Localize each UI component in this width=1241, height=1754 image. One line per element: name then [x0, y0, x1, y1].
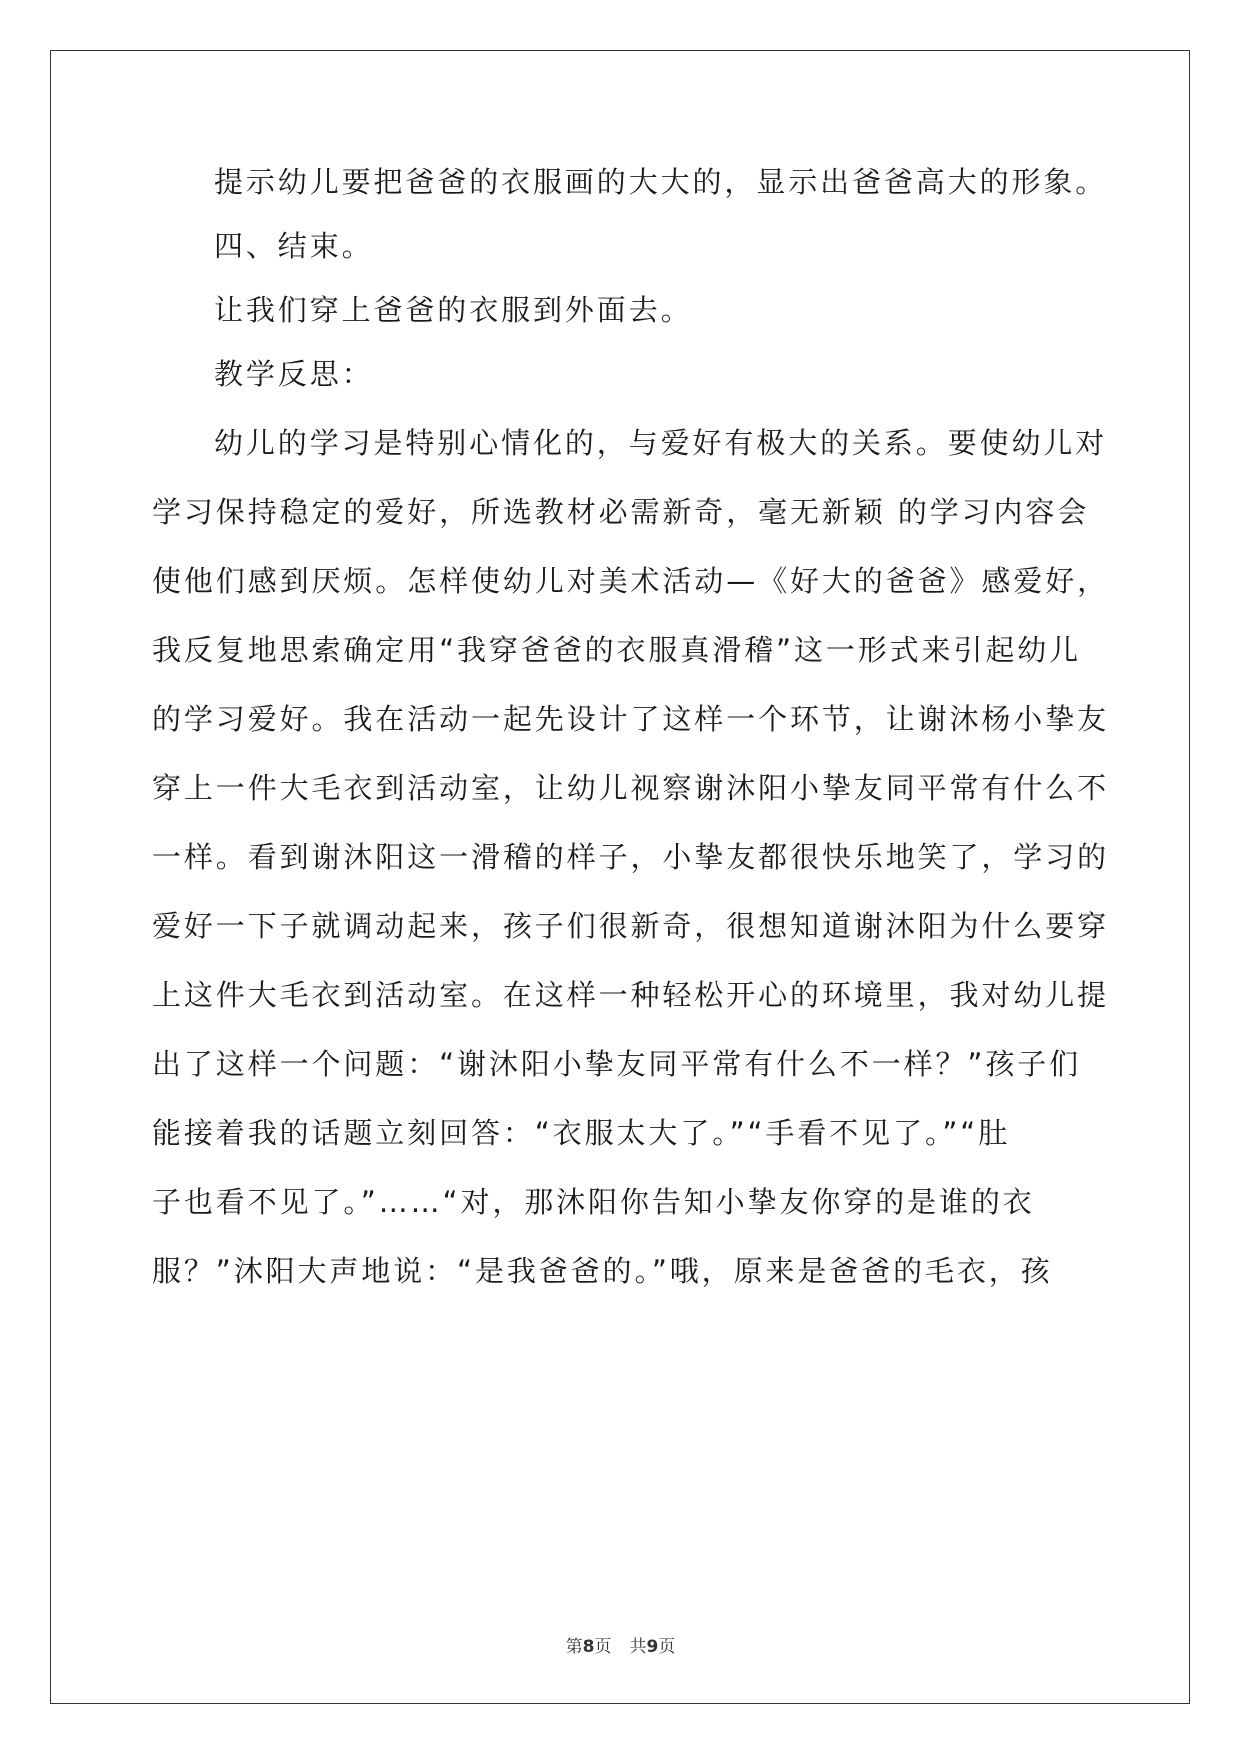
paragraph-line: 子也看不见了。”……“对，那沐阳你告知小挚友你穿的是谁的衣 — [152, 1185, 1035, 1219]
total-pages-prefix: 共 — [629, 1637, 647, 1657]
paragraph-line: 穿上一件大毛衣到活动室，让幼儿视察谢沐阳小挚友同平常有什么不 — [152, 771, 1110, 805]
section-heading: 教学反思： — [214, 357, 374, 391]
paragraph-line: 使他们感到厌烦。怎样使幼儿对美术活动—《好大的爸爸》感爱好， — [152, 564, 1110, 598]
paragraph-line: 让我们穿上爸爸的衣服到外面去。 — [214, 293, 693, 327]
paragraph-line: 的学习爱好。我在活动一起先设计了这样一个环节，让谢沐杨小挚友 — [152, 702, 1110, 736]
paragraph-line: 一样。看到谢沐阳这一滑稽的样子，小挚友都很快乐地笑了，学习的 — [152, 840, 1110, 874]
page-footer — [0, 1632, 1241, 1657]
page-number-prefix: 第 — [565, 1637, 583, 1657]
page-number-suffix: 页 — [594, 1637, 612, 1657]
current-page-number: 8 — [582, 1637, 595, 1657]
paragraph-line: 服？”沐阳大声地说：“是我爸爸的。”哦，原来是爸爸的毛衣，孩 — [152, 1254, 1053, 1288]
paragraph-line: 出了这样一个问题：“谢沐阳小挚友同平常有什么不一样？”孩子们 — [152, 1047, 1082, 1081]
section-heading: 四、结束。 — [214, 229, 374, 263]
paragraph-line: 我反复地思索确定用“我穿爸爸的衣服真滑稽”这一形式来引起幼儿 — [152, 633, 1082, 667]
paragraph-line: 能接着我的话题立刻回答：“衣服太大了。”“手看不见了。”“肚 — [152, 1116, 1011, 1150]
paragraph-line: 爱好一下子就调动起来，孩子们很新奇，很想知道谢沐阳为什么要穿 — [152, 909, 1110, 943]
paragraph-line: 提示幼儿要把爸爸的衣服画的大大的，显示出爸爸高大的形象。 — [214, 165, 1108, 199]
total-pages-suffix: 页 — [658, 1637, 676, 1657]
paragraph-line: 学习保持稳定的爱好，所选教材必需新奇，毫无新颖 的学习内容会 — [152, 495, 1090, 529]
paragraph-line: 幼儿的学习是特别心情化的，与爱好有极大的关系。要使幼儿对 — [214, 426, 1108, 460]
paragraph-line: 上这件大毛衣到活动室。在这样一种轻松开心的环境里，我对幼儿提 — [152, 978, 1110, 1012]
total-pages-number: 9 — [646, 1637, 659, 1657]
